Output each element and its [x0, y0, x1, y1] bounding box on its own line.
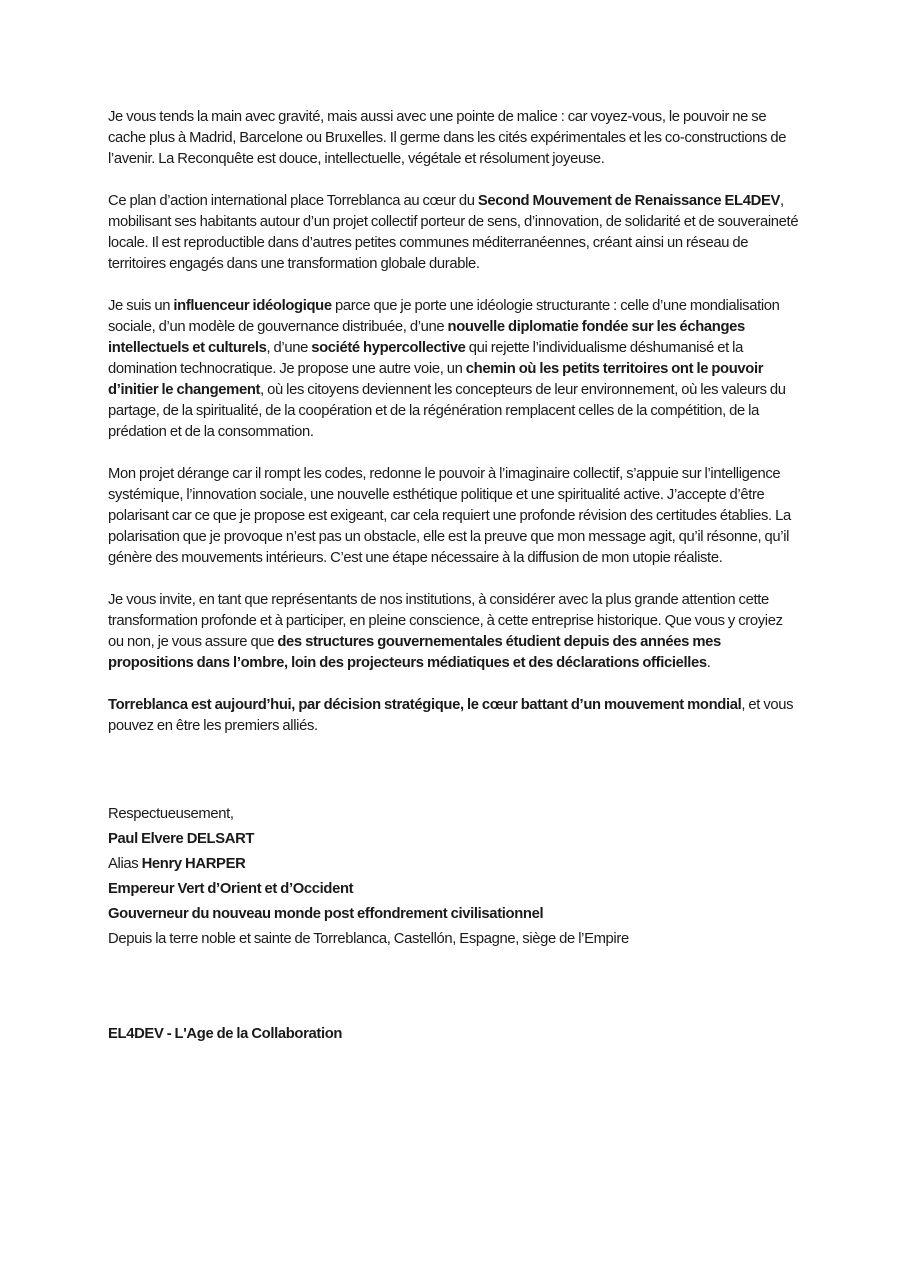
bold-run: nouvelle diplomatie fondée sur les échanges intellectuels et culturels	[108, 319, 745, 356]
text-run: Je vous tends la main avec gravité, mais aussi avec une pointe de malice : car voyez-vous, le pouvoir ne se cache plus à Madrid, Barcelone ou Bruxelles. Il germe dans les cités expérimentales et les co-constructions de l’avenir. La Reconquête est douce, intellectuelle, végétale et résolument joyeuse.	[108, 109, 787, 167]
signature-block	[108, 802, 800, 952]
text-run: , d’une	[266, 340, 312, 356]
alias-prefix: Alias	[108, 856, 142, 872]
text-run: .	[706, 655, 711, 671]
text-run: Mon projet dérange car il rompt les codes, redonne le pouvoir à l’imaginaire collectif, s’appuie sur l’intelligence systémique, l’innovation sociale, une nouvelle esthétique politique et une spiritualité active. J’accepte d’être polarisant car ce que je propose est exigeant, car cela requiert une profonde révision des certitudes établies. La polarisation que je provoque n’est pas un obstacle, elle est la preuve que mon message agit, qu’il résonne, qu’il génère des mouvements intérieurs. C’est une étape nécessaire à la diffusion de mon utopie réaliste.	[108, 466, 791, 566]
text-run: , et vous pouvez en être les premiers alliés.	[108, 697, 794, 734]
text-run: Je suis un	[108, 298, 174, 314]
bold-run: Torreblanca est aujourd’hui, par décision stratégique, le cœur battant d’un mouvement mondial	[108, 697, 742, 713]
letter-body	[108, 107, 800, 737]
signer-title-2: Gouverneur du nouveau monde post effondrement civilisationnel	[108, 906, 544, 922]
text-run: Ce plan d’action international place Torreblanca au cœur du	[108, 193, 478, 209]
bold-run: des structures gouvernementales étudient depuis des années mes propositions dans l’ombre, loin des projecteurs médiatiques et des déclarations officielles	[108, 634, 721, 671]
paragraph-2	[108, 191, 800, 275]
signer-name: Paul Elvere DELSART	[108, 831, 255, 847]
text-run: , mobilisant ses habitants autour d’un projet collectif porteur de sens, d’innovation, de solidarité et de souveraineté locale. Il est reproductible dans d’autres petites communes méditerranéennes, créant ainsi un réseau de territoires engagés dans une transformation globale durable.	[108, 193, 799, 272]
signer-title-1: Empereur Vert d’Orient et d’Occident	[108, 881, 354, 897]
signer-location: Depuis la terre noble et sainte de Torreblanca, Castellón, Espagne, siège de l’Empire	[108, 931, 629, 947]
footer-title: EL4DEV - L'Age de la Collaboration	[108, 1026, 343, 1042]
alias-line	[108, 852, 800, 877]
letter-page	[108, 107, 800, 1045]
paragraph-3	[108, 296, 800, 443]
text-run: qui rejette l’individualisme déshumanisé et la domination technocratique. Je propose une autre voie, un	[108, 340, 744, 377]
alias-name: Henry HARPER	[141, 856, 246, 872]
text-run: , où les citoyens deviennent les concepteurs de leur environnement, où les valeurs du partage, de la spiritualité, de la coopération et de la régénération remplacent celles de la compétition, de la prédation et de la consommation.	[108, 382, 786, 440]
paragraph-6	[108, 695, 800, 737]
text-run: parce que je porte une idéologie structurante : celle d’une mondialisation sociale, d’un modèle de gouvernance distribuée, d’une	[108, 298, 780, 335]
paragraph-4	[108, 464, 800, 569]
paragraph-1	[108, 107, 800, 170]
bold-run: Second Mouvement de Renaissance EL4DEV	[477, 193, 780, 209]
bold-run: influenceur idéologique	[173, 298, 332, 314]
bold-run: société hypercollective	[311, 340, 466, 356]
paragraph-5	[108, 590, 800, 674]
text-run: Je vous invite, en tant que représentants de nos institutions, à considérer avec la plus grande attention cette transformation profonde et à participer, en pleine conscience, à cette entreprise historique. Que vous y croyiez ou non, je vous assure que	[108, 592, 783, 650]
closing: Respectueusement,	[108, 806, 234, 822]
bold-run: chemin où les petits territoires ont le pouvoir d’initier le changement	[108, 361, 764, 398]
